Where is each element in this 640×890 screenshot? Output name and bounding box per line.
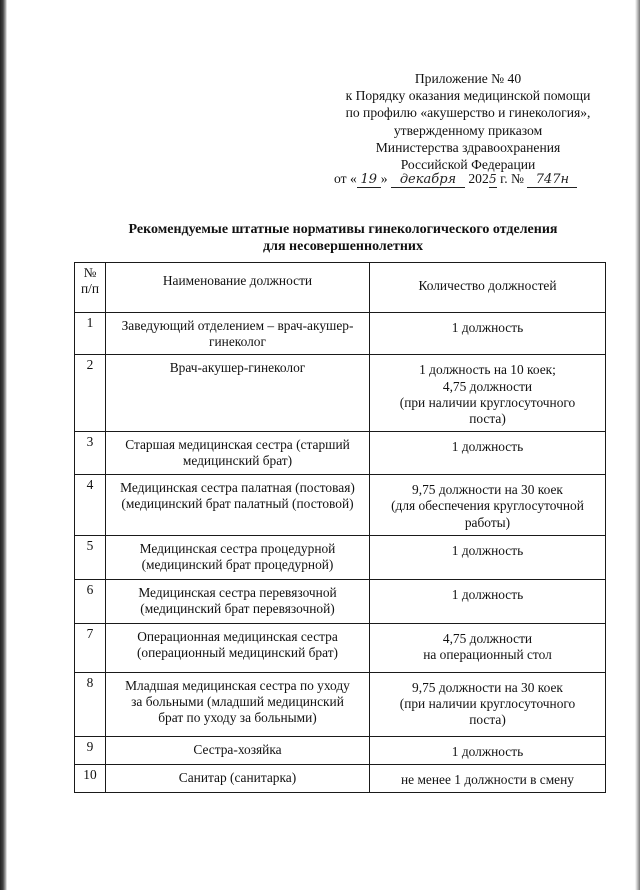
order-day-handwritten: 19 [357,172,381,188]
appendix-line: Российской Федерации [400,157,536,173]
table-row [75,736,606,764]
staffing-table [74,262,606,793]
position-quantity-line: (для обеспечения круглосуточной [391,498,584,514]
appendix-line: по профилю «акушерство и гинекология», [345,105,591,121]
table-row [75,623,606,672]
header-num-line: п/п [80,281,100,297]
header-position-name: Наименование должности [106,263,370,313]
position-name [106,475,370,536]
order-quote-close: » [380,171,388,186]
table-row [75,432,606,475]
row-number: 1 [75,313,106,355]
table-row [75,535,606,579]
position-quantity-line: поста) [469,712,506,728]
position-quantity [370,432,606,475]
position-quantity-line: 1 должность [451,439,524,455]
position-name-line: Медицинская сестра перевязочной [138,584,337,600]
table-row [75,475,606,536]
table-header-row [75,263,606,313]
appendix-line: Приложение № 40 [414,71,522,86]
position-quantity-line: (при наличии круглосуточного [399,394,576,410]
position-quantity-line: 9,75 должности на 30 коек [412,482,563,498]
position-name-line: Младшая медицинская сестра по уходу [125,677,350,693]
order-from-prefix: от « [334,171,357,186]
position-name [106,579,370,623]
position-name-line: гинеколог [209,334,266,350]
position-name-line: Санитар (санитарка) [178,770,297,786]
row-number: 5 [75,535,106,579]
position-quantity-line: работы) [464,514,511,530]
position-name-line: (медицинский брат процедурной) [141,557,334,573]
position-quantity-line: не менее 1 должности в смену [401,772,574,788]
row-number: 7 [75,623,106,672]
table-row [75,313,606,355]
position-name [106,535,370,579]
position-quantity [370,535,606,579]
appendix-line: Министерства здравоохранения [375,139,561,155]
table-row [75,355,606,432]
position-quantity-line: 4,75 должности [442,630,533,646]
position-name [106,765,370,793]
table-row [75,672,606,736]
appendix-header [318,70,618,173]
order-number-handwritten: 747н [527,172,577,188]
position-quantity-line: на операционный стол [423,647,552,663]
position-name-line: за больными (младший медицинский [131,694,344,710]
position-name-line: (медицинский брат палатный (постовой) [121,496,354,512]
document-title [60,222,626,255]
position-name-line: (операционный медицинский брат) [136,645,339,661]
order-year-suffix: г. № [496,171,524,186]
order-month-handwritten: декабря [391,172,465,188]
position-name-line: (медицинский брат перевязочной) [140,601,335,617]
position-quantity [370,672,606,736]
position-quantity [370,313,606,355]
position-name [106,355,370,432]
appendix-line: к Порядку оказания медицинской помощи [345,88,591,104]
appendix-line: утвержденному приказом [393,122,543,138]
position-quantity-line: поста) [469,411,506,427]
scan-edge-right [635,0,640,890]
header-num-line: № [83,265,97,280]
row-number: 10 [75,765,106,793]
scan-edge-left [0,0,7,890]
position-name-line: Медицинская сестра палатная (постовая) [120,480,355,496]
order-year-digit-handwritten: 5 [488,172,497,186]
position-quantity-line: 1 должность [451,320,524,335]
position-name-line: брат по уходу за больными) [158,710,317,726]
position-quantity [370,736,606,764]
row-number: 9 [75,736,106,764]
position-quantity-line: 1 должность [451,743,524,759]
title-line-2: для несовершеннолетних [263,238,423,254]
row-number: 4 [75,475,106,536]
order-date-line [334,170,577,188]
title-line-1: Рекомендуемые штатные нормативы гинекологического отделения [128,222,558,237]
position-name-line: Операционная медицинская сестра [137,628,338,644]
position-quantity-line: 9,75 должности на 30 коек [412,679,563,695]
position-quantity-line: (при наличии круглосуточного [399,696,576,712]
position-quantity-line: 1 должность [451,542,524,558]
position-name-line: медицинский брат) [182,453,293,469]
position-quantity [370,475,606,536]
table-body [75,313,606,793]
position-name [106,313,370,355]
position-name [106,623,370,672]
position-name [106,432,370,475]
position-name-line: Сестра-хозяйка [193,741,282,757]
row-number: 8 [75,672,106,736]
row-number: 6 [75,579,106,623]
position-quantity-line: 4,75 должности [442,378,533,394]
position-quantity [370,355,606,432]
header-num [75,263,106,313]
table-row [75,579,606,623]
header-quantity: Количество должностей [370,263,606,313]
order-year-prefix: 202 [468,171,489,186]
position-quantity-line: 1 должность на 10 коек; [419,362,556,378]
row-number: 2 [75,355,106,432]
position-quantity [370,579,606,623]
position-quantity [370,765,606,793]
position-name-line: Заведующий отделением – врач-акушер- [121,318,354,333]
position-name [106,736,370,764]
table-row [75,765,606,793]
position-name-line: Медицинская сестра процедурной [139,540,336,556]
row-number: 3 [75,432,106,475]
position-quantity [370,623,606,672]
position-name [106,672,370,736]
position-name-line: Врач-акушер-гинеколог [169,360,306,376]
position-quantity-line: 1 должность [451,586,524,602]
position-name-line: Старшая медицинская сестра (старший [125,437,350,453]
